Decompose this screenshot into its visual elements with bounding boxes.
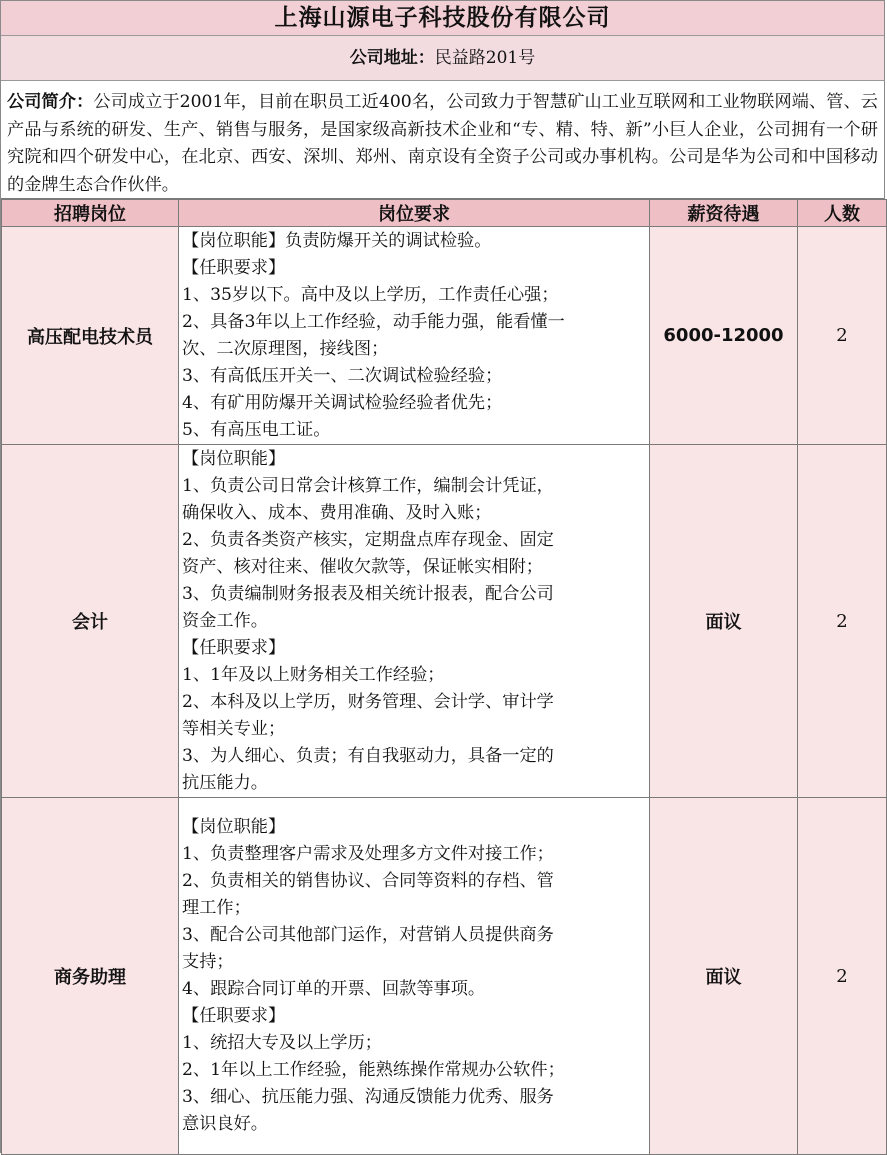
- header-requirements: 岗位要求: [179, 200, 650, 227]
- table-row: [2, 445, 887, 798]
- job-headcount: 2: [798, 445, 887, 798]
- job-requirements: [179, 445, 650, 798]
- requirement-line: 意识良好。: [182, 1114, 268, 1134]
- requirement-line: 【任职要求】: [182, 1006, 286, 1026]
- requirement-line: 1、统招大专及以上学历；: [182, 1033, 382, 1053]
- intro-line: 、南京设有全资子公司或办事机构。公司是华为公司和中国移动的金牌生态合作伙伴。: [7, 147, 878, 195]
- intro-line: 公司成立于2001年，目前在职员工近400名，公司致力于智慧矿山工业互联网和工: [93, 92, 723, 112]
- address-value: 民益路201号: [434, 48, 536, 68]
- requirement-line: 抗压能力。: [182, 773, 268, 793]
- requirement-line: 【岗位职能】: [182, 817, 286, 837]
- requirement-line: 2、1年以上工作经验，能熟练操作常规办公软件；: [182, 1060, 565, 1080]
- table-row: [2, 227, 887, 445]
- requirement-line: 2、本科及以上学历，财务管理、会计学、审计学: [182, 692, 554, 712]
- table-row: [2, 798, 887, 1155]
- company-address: [1, 36, 884, 81]
- requirement-line: 1、负责公司日常会计核算工作，编制会计凭证，: [182, 476, 554, 496]
- requirement-line: 1、1年及以上财务相关工作经验；: [182, 665, 445, 685]
- jobs-table: [1, 199, 887, 1155]
- requirement-line: 【岗位职能】: [182, 449, 286, 469]
- requirement-line: 3、细心、抗压能力强、沟通反馈能力优秀、服务: [182, 1087, 554, 1107]
- requirement-line: 4、跟踪合同订单的开票、回款等事项。: [182, 979, 486, 999]
- requirement-line: 【任职要求】: [182, 258, 286, 278]
- header-position: 招聘岗位: [2, 200, 179, 227]
- requirement-line: 5、有高压电工证。: [182, 420, 331, 440]
- company-intro: [1, 81, 884, 199]
- requirement-line: 支持；: [182, 952, 234, 972]
- job-headcount: 2: [798, 798, 887, 1155]
- requirement-line: 3、为人细心、负责；有自我驱动力，具备一定的: [182, 746, 554, 766]
- job-salary: 面议: [650, 445, 798, 798]
- requirement-line: 1、35岁以下。高中及以上学历，工作责任心强；: [182, 285, 559, 305]
- requirement-line: 【任职要求】: [182, 638, 286, 658]
- requirement-line: 3、有高低压开关一、二次调试检验经验；: [182, 366, 503, 386]
- job-requirements: [179, 798, 650, 1155]
- requirement-line: 2、具备3年以上工作经验，动手能力强，能看懂一: [182, 312, 565, 332]
- intro-line: 精、特、新”小巨人企业，公司拥有一个研究院和四个研发中心，在北京、西安、深圳、郑州: [7, 119, 878, 167]
- requirement-line: 资金工作。: [182, 611, 268, 631]
- job-salary: 面议: [650, 798, 798, 1155]
- requirement-line: 4、有矿用防爆开关调试检验经验者优先；: [182, 393, 503, 413]
- requirement-line: 【岗位职能】负责防爆开关的调试检验。: [182, 231, 492, 251]
- header-count: 人数: [798, 200, 887, 227]
- requirement-line: 等相关专业；: [182, 719, 286, 739]
- job-title: 会计: [2, 445, 179, 798]
- requirement-line: 次、二次原理图，接线图；: [182, 339, 389, 359]
- job-requirements: [179, 227, 650, 445]
- job-headcount: 2: [798, 227, 887, 445]
- table-header-row: [2, 200, 887, 227]
- address-label: 公司地址：: [349, 48, 435, 68]
- requirement-line: 1、负责整理客户需求及处理多方文件对接工作；: [182, 844, 554, 864]
- job-title: 商务助理: [2, 798, 179, 1155]
- requirement-line: 理工作；: [182, 898, 251, 918]
- requirement-line: 2、负责各类资产核实，定期盘点库存现金、固定: [182, 530, 554, 550]
- job-title: 高压配电技术员: [2, 227, 179, 445]
- requirement-line: 3、配合公司其他部门运作，对营销人员提供商务: [182, 925, 554, 945]
- intro-line: 业物联网端、管、云产品与系统的研发、生产、销售与服务，是国家级高新技术企业和“专、: [7, 92, 878, 140]
- company-title: 上海山源电子科技股份有限公司: [1, 1, 884, 36]
- requirement-line: 确保收入、成本、费用准确、及时入账；: [182, 503, 492, 523]
- requirement-line: 2、负责相关的销售协议、合同等资料的存档、管: [182, 871, 554, 891]
- header-salary: 薪资待遇: [650, 200, 798, 227]
- intro-label: 公司简介：: [7, 92, 94, 112]
- job-salary: 6000-12000: [650, 227, 798, 445]
- requirement-line: 资产、核对往来、催收欠款等，保证帐实相附；: [182, 557, 543, 577]
- requirement-line: 3、负责编制财务报表及相关统计报表，配合公司: [182, 584, 554, 604]
